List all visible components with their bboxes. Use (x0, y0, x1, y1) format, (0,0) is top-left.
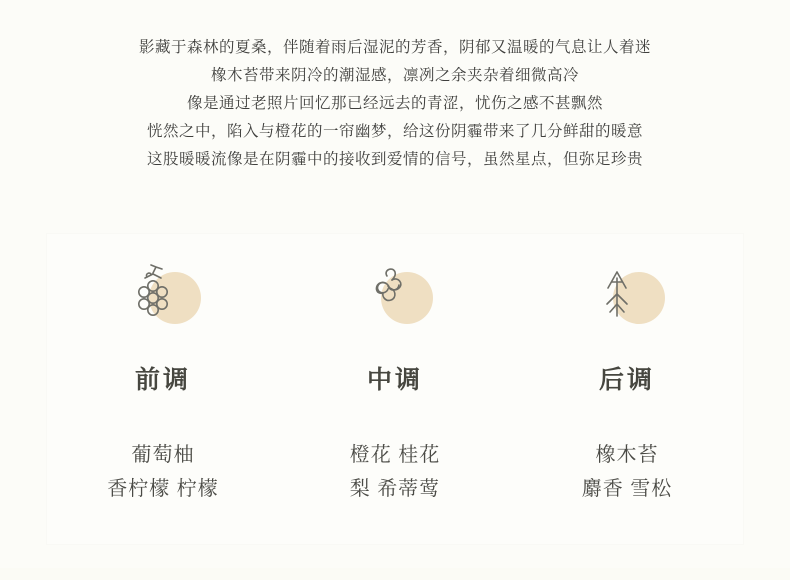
poem-line: 恍然之中，陷入与橙花的一帘幽梦，给这份阴霾带来了几分鲜甜的暖意 (146, 123, 643, 140)
note-icon-wrap (113, 260, 213, 334)
note-items (350, 438, 441, 506)
note-item-line: 香柠檬 柠檬 (107, 478, 219, 500)
note-item-line: 麝香 雪松 (581, 478, 673, 500)
note-title: 后调 (598, 366, 655, 394)
note-item-line: 梨 希蒂莺 (349, 478, 441, 500)
note-column-top (47, 234, 279, 544)
note-title: 中调 (366, 366, 423, 394)
poem-block (0, 0, 790, 174)
note-item-line: 橡木苔 (595, 444, 659, 466)
pine-tree-icon (593, 264, 655, 330)
note-item-line: 橙花 桂花 (349, 444, 441, 466)
poem-line: 影藏于森林的夏桑，伴随着雨后湿泥的芳香，阴郁又温暖的气息让人着迷 (138, 39, 651, 56)
note-items (107, 438, 219, 506)
footer-edge (0, 568, 790, 580)
note-item-line: 葡萄柚 (131, 444, 195, 466)
poem-line: 这股暖暖流像是在阴霾中的接收到爱情的信号，虽然星点，但弥足珍贵 (146, 151, 643, 168)
note-items (582, 438, 673, 506)
note-column-middle (279, 234, 511, 544)
note-icon-wrap (577, 260, 677, 334)
grape-cluster-icon (129, 264, 191, 330)
note-icon-wrap (345, 260, 445, 334)
poem-line: 橡木苔带来阴冷的潮湿感，凛冽之余夹杂着细微高冷 (210, 67, 579, 84)
poem-line: 像是通过老照片回忆那已经远去的青涩，忧伤之感不甚飘然 (186, 95, 603, 112)
note-column-base (511, 234, 743, 544)
fragrance-notes-panel (47, 234, 743, 544)
note-title: 前调 (134, 366, 191, 394)
blossom-flower-icon (361, 264, 423, 330)
